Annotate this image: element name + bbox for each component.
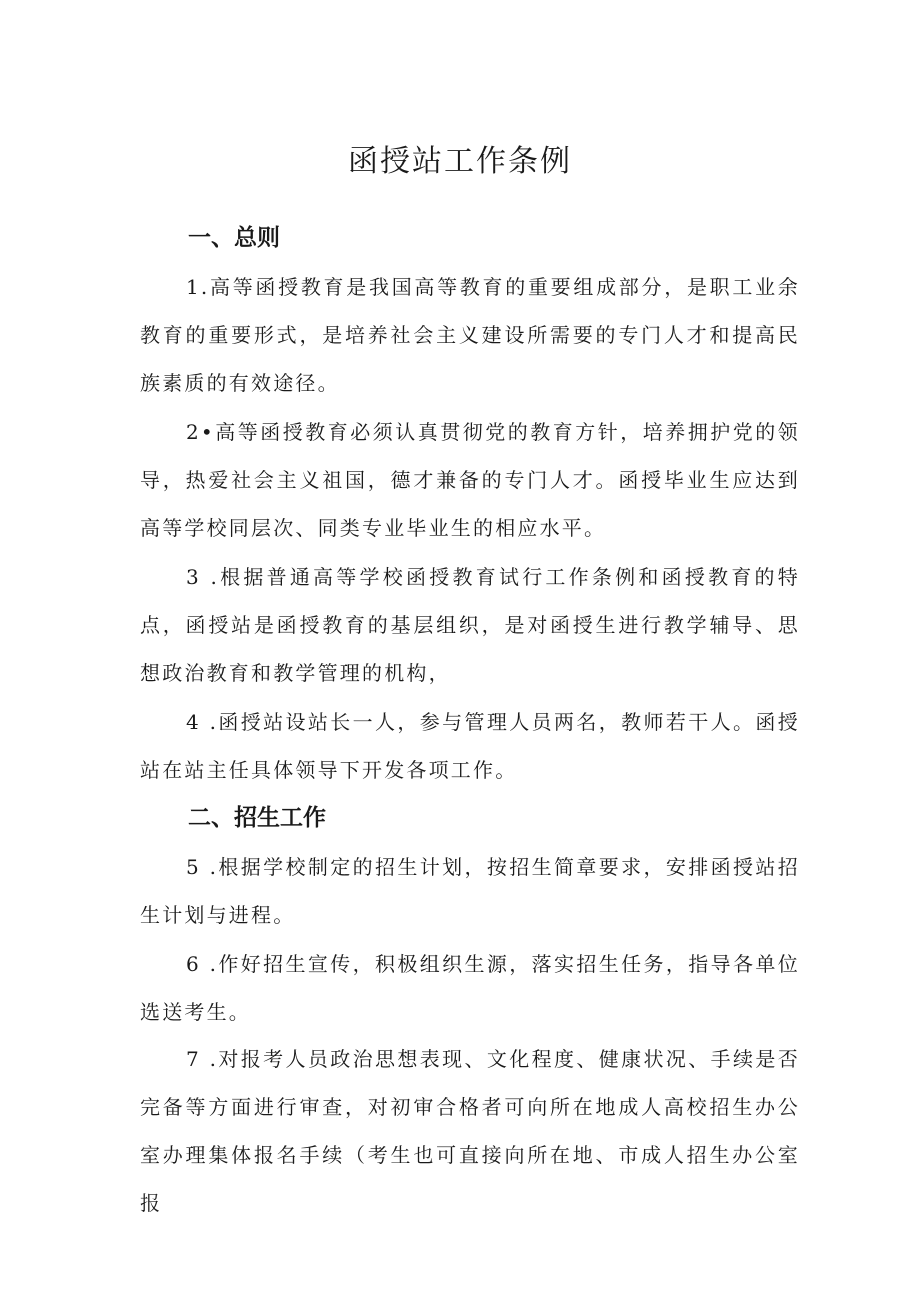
paragraph-7: 7 .对报考人员政治思想表现、文化程度、健康状况、手续是否完备等方面进行审查，对初审合格者可向所在地成人高校招生办公室办理集体报名手续（考生也可直接向所在地、市成人招生办公室报 — [140, 1047, 800, 1215]
section-heading-enrollment: 二、招生工作 — [188, 805, 326, 831]
paragraph-3: 3 .根据普通高等学校函授教育试行工作条例和函授教育的特点，函授站是函授教育的基层组织，是对函授生进行教学辅导、思想政治教育和教学管理的机构， — [140, 565, 800, 685]
section-heading-general: 一、总则 — [188, 225, 280, 251]
paragraph-6: 6 .作好招生宣传，积极组织生源，落实招生任务，指导各单位选送考生。 — [140, 952, 800, 1024]
paragraph-1: 1.高等函授教育是我国高等教育的重要组成部分，是职工业余教育的重要形式，是培养社会主义建设所需要的专门人才和提高民族素质的有效途径。 — [140, 275, 800, 395]
paragraph-2: 2•高等函授教育必须认真贯彻党的教育方针，培养拥护党的领导，热爱社会主义祖国，德才兼备的专门人才。函授毕业生应达到高等学校同层次、同类专业毕业生的相应水平。 — [140, 420, 800, 540]
paragraph-4: 4 .函授站设站长一人，参与管理人员两名，教师若干人。函授站在站主任具体领导下开发各项工作。 — [140, 710, 800, 782]
paragraph-5: 5 .根据学校制定的招生计划，按招生简章要求，安排函授站招生计划与进程。 — [140, 855, 800, 927]
document-title: 函授站工作条例 — [348, 144, 572, 179]
